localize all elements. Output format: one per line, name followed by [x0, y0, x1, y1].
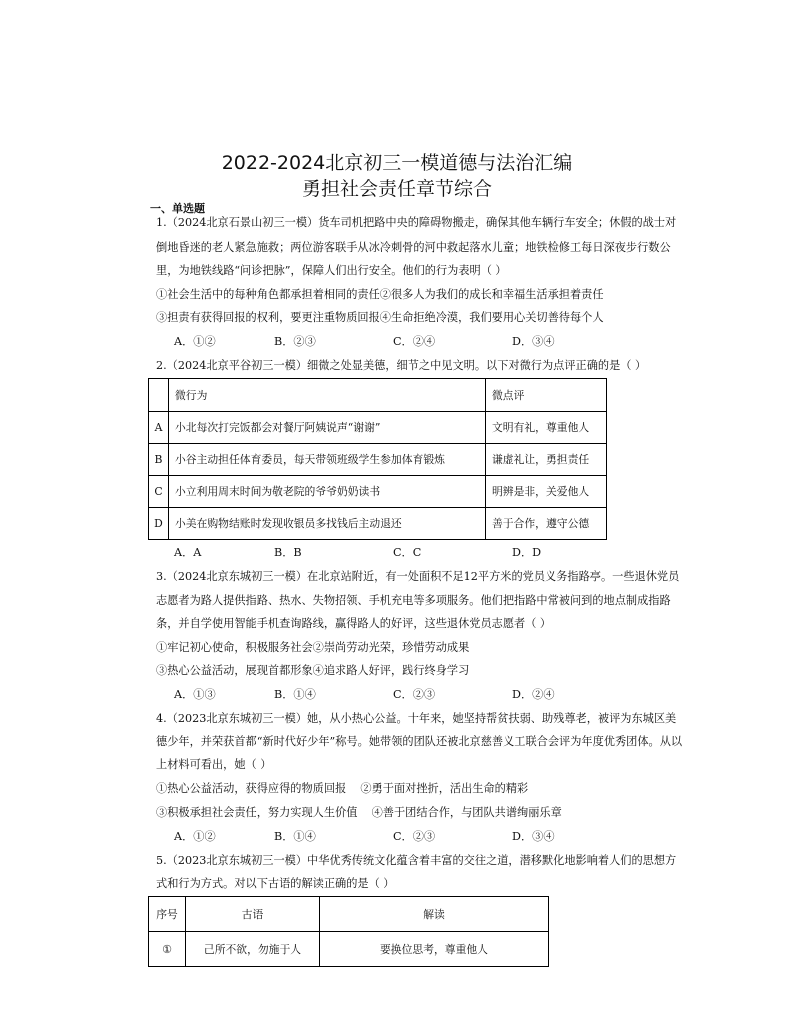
q3-statement-1: ①牢记初心使命，积极服务社会②崇尚劳动光荣，珍惜劳动成果	[156, 641, 470, 654]
q1-option-a[interactable]: A．①②	[174, 335, 216, 348]
q3-option-b[interactable]: B．①④	[274, 688, 316, 701]
table-header-cell: 解读	[320, 897, 549, 932]
q2-option-d[interactable]: D．D	[512, 546, 542, 559]
table-header-row	[149, 897, 549, 932]
table-cell: 明辨是非，关爱他人	[486, 476, 607, 508]
q2-option-b[interactable]: B．B	[274, 546, 302, 559]
table-cell: C	[149, 476, 169, 508]
table-row	[149, 444, 607, 476]
q4-stem-line-2: 德少年，并荣获首都“新时代好少年”称号。她带领的团队还被北京慈善义工联合会评为年度优秀团体。从以	[156, 735, 683, 748]
q4-option-b[interactable]: B．①④	[274, 830, 316, 843]
table-cell: D	[149, 508, 169, 540]
table-cell: 善于合作，遵守公德	[486, 508, 607, 540]
q1-stem-line-1: 1.（2024北京石景山初三一模）货车司机把路中央的障碍物搬走，确保其他车辆行车安全；休假的战士对	[156, 216, 677, 229]
table-header-cell: 序号	[149, 897, 186, 932]
table-cell: 己所不欲，勿施于人	[186, 932, 320, 967]
table-header-cell	[149, 379, 169, 412]
q5-stem-line-1: 5.（2023北京东城初三一模）中华优秀传统文化蕴含着丰富的交往之道，潜移默化地影响着人们的思想方	[156, 854, 677, 867]
q1-option-c[interactable]: C．②④	[393, 335, 436, 348]
q5-table	[148, 896, 549, 967]
table-header-row	[149, 379, 607, 412]
q2-table	[148, 378, 607, 540]
q1-stem-line-2: 倒地昏迷的老人紧急施救；两位游客联手从冰冷刺骨的河中救起落水儿童；地铁检修工每日深夜步行数公	[156, 241, 671, 254]
q2-option-c[interactable]: C．C	[393, 546, 422, 559]
q3-option-d[interactable]: D．②④	[512, 688, 555, 701]
q1-stem-line-3: 里，为地铁线路“问诊把脉”，保障人们出行安全。他们的行为表明（ ）	[156, 264, 507, 277]
table-row	[149, 508, 607, 540]
table-header-cell: 微行为	[169, 379, 486, 412]
q4-option-c[interactable]: C．②③	[393, 830, 436, 843]
table-cell: 谦虚礼让，勇担责任	[486, 444, 607, 476]
q3-stem-line-2: 志愿者为路人提供指路、热水、失物招领、手机充电等多项服务。他们把指路中常被问到的地点制成指路	[156, 594, 671, 607]
q2-option-a[interactable]: A．A	[174, 546, 202, 559]
table-cell: 小立利用周末时间为敬老院的爷爷奶奶读书	[169, 476, 486, 508]
table-cell: A	[149, 412, 169, 444]
q4-statement-1: ①热心公益活动，获得应得的物质回报 ②勇于面对挫折，活出生命的精彩	[156, 782, 529, 795]
document-title: 2022-2024北京初三一模道德与法治汇编	[221, 152, 573, 174]
table-row	[149, 932, 549, 967]
q3-option-a[interactable]: A．①③	[174, 688, 216, 701]
table-header-cell: 古语	[186, 897, 320, 932]
q1-statement-1: ①社会生活中的每种角色都承担着相同的责任②很多人为我们的成长和幸福生活承担着责任	[156, 288, 604, 301]
q4-option-a[interactable]: A．①②	[174, 830, 216, 843]
q4-stem-line-3: 上材料可看出，她（ ）	[156, 758, 272, 771]
table-cell: 文明有礼，尊重他人	[486, 412, 607, 444]
table-row	[149, 476, 607, 508]
q3-option-c[interactable]: C．②③	[393, 688, 436, 701]
document-subtitle: 勇担社会责任章节综合	[301, 178, 492, 200]
q1-statement-2: ③担责有获得回报的权利，要更注重物质回报④生命拒绝冷漠，我们要用心关切善待每个人	[156, 311, 604, 324]
table-cell: B	[149, 444, 169, 476]
q4-stem-line-1: 4.（2023北京东城初三一模）她，从小热心公益。十年来，她坚持帮贫扶弱、助残尊老，被评为东城区美	[156, 712, 677, 725]
table-cell: 要换位思考，尊重他人	[320, 932, 549, 967]
q4-option-d[interactable]: D．③④	[512, 830, 555, 843]
q3-stem-line-3: 条，并自学使用智能手机查询路线，赢得路人的好评，这些退休党员志愿者（ ）	[156, 617, 552, 630]
table-header-cell: 微点评	[486, 379, 607, 412]
table-cell: 小美在购物结账时发现收银员多找钱后主动退还	[169, 508, 486, 540]
q2-stem: 2.（2024北京平谷初三一模）细微之处显美德，细节之中见文明。以下对微行为点评正确的是（ ）	[156, 359, 647, 372]
table-row	[149, 412, 607, 444]
q3-statement-2: ③热心公益活动，展现首都形象④追求路人好评，践行终身学习	[156, 664, 470, 677]
q3-stem-line-1: 3.（2024北京东城初三一模）在北京站附近，有一处面积不足12平方米的党员义务指路亭。一些退休党员	[156, 570, 680, 583]
section-heading: 一、单选题	[150, 202, 205, 215]
q1-option-d[interactable]: D．③④	[512, 335, 555, 348]
table-cell: 小谷主动担任体育委员，每天带领班级学生参加体育锻炼	[169, 444, 486, 476]
table-cell: 小北每次打完饭都会对餐厅阿姨说声“谢谢”	[169, 412, 486, 444]
q1-option-b[interactable]: B．②③	[274, 335, 316, 348]
table-cell: ①	[149, 932, 186, 967]
q5-stem-line-2: 式和行为方式。对以下古语的解读正确的是（ ）	[156, 877, 395, 890]
q4-statement-2: ③积极承担社会责任，努力实现人生价值 ④善于团结合作，与团队共谱绚丽乐章	[156, 806, 562, 819]
